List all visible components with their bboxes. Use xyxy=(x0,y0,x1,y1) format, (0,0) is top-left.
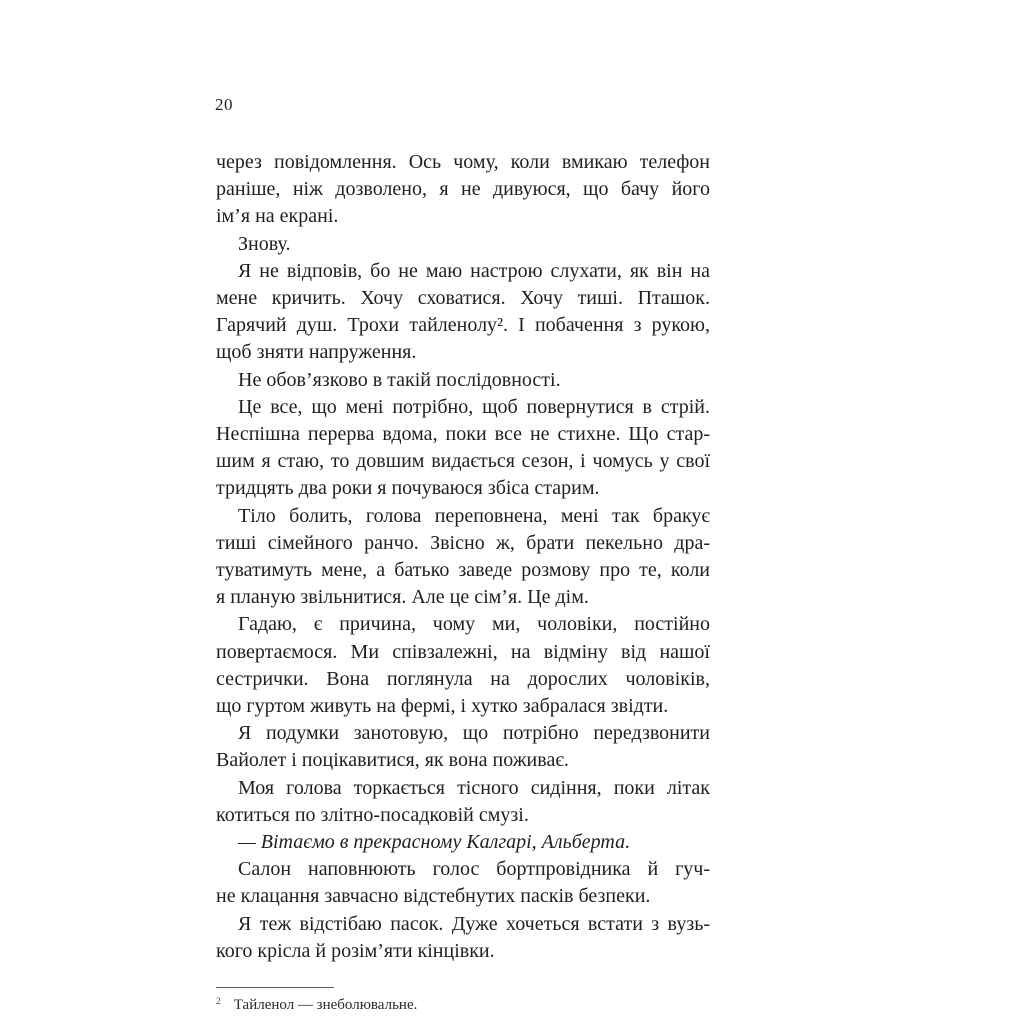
paragraph xyxy=(216,394,710,503)
paragraph xyxy=(216,611,710,720)
footnote-rule xyxy=(216,987,334,988)
paragraph xyxy=(216,367,710,394)
text-line: туватимуть мене, а батько заведе розмову про те, коли xyxy=(216,559,710,582)
paragraph xyxy=(216,231,710,258)
text-line: сестрички. Вона поглянула на дорослих чоловіків, xyxy=(216,667,710,690)
text-line: ім’я на екрані. xyxy=(216,205,339,228)
footnote-marker: 2 xyxy=(216,997,221,1007)
text-line: тридцять два роки я почуваюся збіса старим. xyxy=(216,477,600,500)
paragraph xyxy=(216,149,710,231)
page-number: 20 xyxy=(215,95,233,114)
text-line: мене кричить. Хочу сховатися. Хочу тиші. Пташок. xyxy=(216,287,710,310)
text-line: кого крісла й розім’яти кінцівки. xyxy=(216,939,495,962)
text-line: Гадаю, є причина, чому ми, чоловіки, постійно xyxy=(238,613,710,636)
text-line: котиться по злітно-посадковій смузі. xyxy=(216,803,529,826)
text-line: Я теж відстібаю пасок. Дуже хочеться встати з вузь- xyxy=(238,912,710,935)
text-line: Вайолет і поцікавитися, як вона поживає. xyxy=(216,749,569,772)
text-line: Гарячий душ. Трохи тайленолу². І побачення з рукою, xyxy=(216,314,710,337)
text-line: щоб зняти напруження. xyxy=(216,341,417,364)
text-line: Салон наповнюють голос бортпровідника й гуч- xyxy=(238,858,710,881)
text-line: що гуртом живуть на фермі, і хутко забралася звідти. xyxy=(216,695,669,718)
paragraph xyxy=(216,258,710,367)
text-line: через повідомлення. Ось чому, коли вмикаю телефон xyxy=(216,151,710,173)
text-line: я планую звільнитися. Але це сім’я. Це дім. xyxy=(216,586,589,609)
footnote xyxy=(216,997,710,1014)
text-line: шим я стаю, то довшим видається сезон, і чомусь у свої xyxy=(216,450,710,473)
paragraph xyxy=(216,856,710,910)
paragraph xyxy=(216,503,710,612)
body-text xyxy=(216,149,710,965)
text-line: тиші сімейного ранчо. Звісно ж, брати пекельно дра- xyxy=(216,531,710,554)
text-line: повертаємося. Ми співзалежні, на відміну від нашої xyxy=(216,640,710,663)
text-line: не клацання завчасно відстебнутих пасків безпеки. xyxy=(216,885,651,908)
footnote-text: Тайленол — знеболювальне. xyxy=(233,997,418,1013)
text-line: Тіло болить, голова переповнена, мені так бракує xyxy=(238,504,710,527)
text-line: Моя голова торкається тісного сидіння, поки літак xyxy=(238,776,710,799)
text-line: Я подумки занотовую, що потрібно передзвонити xyxy=(238,722,710,745)
text-line: Знову. xyxy=(238,232,291,255)
text-line: Я не відповів, бо не маю настрою слухати, як він на xyxy=(238,259,710,282)
text-line: Неспішна перерва вдома, поки все не стихне. Що стар- xyxy=(216,423,710,446)
paragraph xyxy=(216,911,710,965)
text-line: раніше, ніж дозволено, я не дивуюся, що бачу його xyxy=(216,178,710,201)
paragraph xyxy=(216,775,710,829)
paragraph xyxy=(216,829,710,856)
text-line: Не обов’язково в такій послідовності. xyxy=(238,368,561,391)
text-line: — Вітаємо в прекрасному Калгарі, Альберта. xyxy=(238,831,631,854)
text-line: Це все, що мені потрібно, щоб повернутися в стрій. xyxy=(238,395,710,418)
paragraph xyxy=(216,720,710,774)
